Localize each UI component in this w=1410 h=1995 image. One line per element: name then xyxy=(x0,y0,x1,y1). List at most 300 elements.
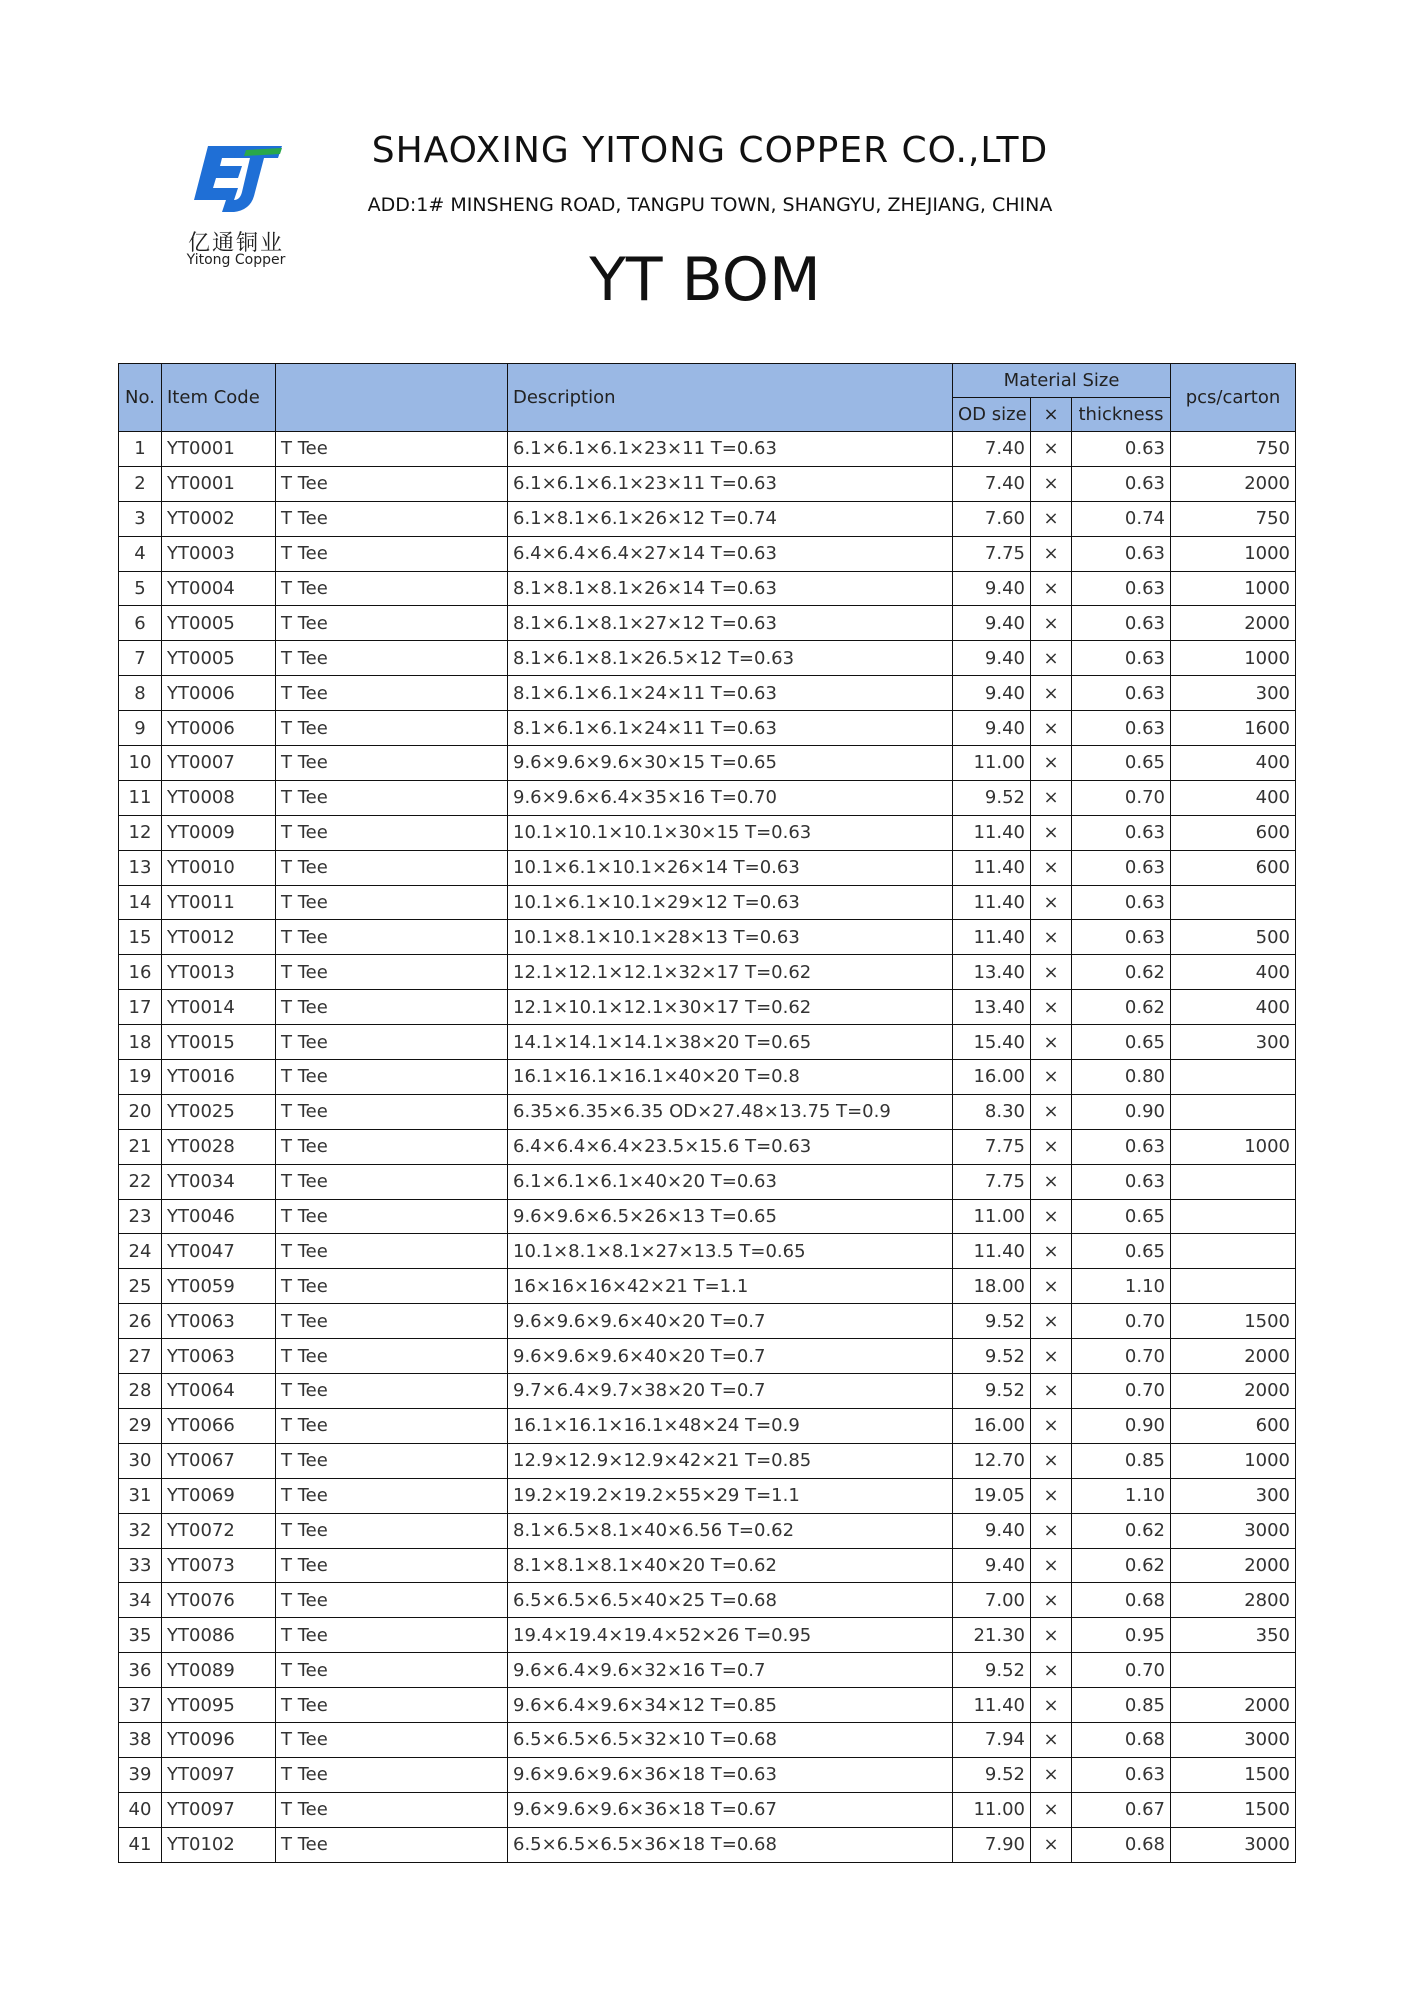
table-row xyxy=(119,815,1296,850)
cell-description: 6.1×6.1×6.1×40×20 T=0.63 xyxy=(508,1164,953,1199)
table-row xyxy=(119,1129,1296,1164)
cell-description: 10.1×6.1×10.1×29×12 T=0.63 xyxy=(508,885,953,920)
cell-x: × xyxy=(1031,885,1072,920)
cell-x: × xyxy=(1031,1094,1072,1129)
cell-description: 6.4×6.4×6.4×27×14 T=0.63 xyxy=(508,536,953,571)
cell-x: × xyxy=(1031,466,1072,501)
table-row xyxy=(119,432,1296,467)
cell-pcs-carton xyxy=(1171,1094,1296,1129)
cell-description: 16.1×16.1×16.1×48×24 T=0.9 xyxy=(508,1408,953,1443)
cell-thickness: 0.63 xyxy=(1072,641,1171,676)
cell-no: 7 xyxy=(119,641,162,676)
cell-od-size: 11.40 xyxy=(953,1688,1031,1723)
cell-no: 36 xyxy=(119,1653,162,1688)
cell-od-size: 21.30 xyxy=(953,1618,1031,1653)
cell-od-size: 7.75 xyxy=(953,1164,1031,1199)
table-row xyxy=(119,1060,1296,1095)
cell-item-code: YT0072 xyxy=(162,1513,276,1548)
cell-description: 9.6×6.4×9.6×32×16 T=0.7 xyxy=(508,1653,953,1688)
cell-no: 12 xyxy=(119,815,162,850)
cell-no: 31 xyxy=(119,1478,162,1513)
cell-thickness: 0.63 xyxy=(1072,676,1171,711)
cell-x: × xyxy=(1031,746,1072,781)
table-row xyxy=(119,1304,1296,1339)
cell-name: T Tee xyxy=(276,501,508,536)
cell-thickness: 0.63 xyxy=(1072,466,1171,501)
cell-od-size: 9.40 xyxy=(953,711,1031,746)
cell-thickness: 0.62 xyxy=(1072,955,1171,990)
table-row xyxy=(119,1339,1296,1374)
cell-x: × xyxy=(1031,1827,1072,1862)
cell-item-code: YT0003 xyxy=(162,536,276,571)
cell-pcs-carton xyxy=(1171,1060,1296,1095)
cell-no: 27 xyxy=(119,1339,162,1374)
cell-item-code: YT0016 xyxy=(162,1060,276,1095)
cell-item-code: YT0005 xyxy=(162,606,276,641)
cell-pcs-carton: 1000 xyxy=(1171,641,1296,676)
cell-item-code: YT0007 xyxy=(162,746,276,781)
table-row xyxy=(119,676,1296,711)
cell-no: 9 xyxy=(119,711,162,746)
cell-pcs-carton: 600 xyxy=(1171,850,1296,885)
cell-item-code: YT0010 xyxy=(162,850,276,885)
table-row xyxy=(119,990,1296,1025)
table-row xyxy=(119,1269,1296,1304)
cell-thickness: 0.70 xyxy=(1072,1339,1171,1374)
cell-item-code: YT0102 xyxy=(162,1827,276,1862)
cell-description: 9.7×6.4×9.7×38×20 T=0.7 xyxy=(508,1374,953,1409)
cell-pcs-carton: 300 xyxy=(1171,1025,1296,1060)
cell-pcs-carton: 2000 xyxy=(1171,1548,1296,1583)
table-row xyxy=(119,1478,1296,1513)
cell-thickness: 0.70 xyxy=(1072,1304,1171,1339)
cell-name: T Tee xyxy=(276,1374,508,1409)
cell-item-code: YT0059 xyxy=(162,1269,276,1304)
cell-no: 32 xyxy=(119,1513,162,1548)
cell-x: × xyxy=(1031,676,1072,711)
cell-description: 9.6×9.6×9.6×36×18 T=0.63 xyxy=(508,1757,953,1792)
cell-description: 12.9×12.9×12.9×42×21 T=0.85 xyxy=(508,1443,953,1478)
cell-x: × xyxy=(1031,1374,1072,1409)
cell-x: × xyxy=(1031,1513,1072,1548)
cell-pcs-carton xyxy=(1171,885,1296,920)
cell-name: T Tee xyxy=(276,1094,508,1129)
cell-od-size: 7.90 xyxy=(953,1827,1031,1862)
cell-name: T Tee xyxy=(276,1443,508,1478)
table-row xyxy=(119,641,1296,676)
cell-no: 16 xyxy=(119,955,162,990)
cell-no: 24 xyxy=(119,1234,162,1269)
cell-thickness: 0.63 xyxy=(1072,1164,1171,1199)
table-row xyxy=(119,955,1296,990)
table-row xyxy=(119,1827,1296,1862)
cell-pcs-carton: 400 xyxy=(1171,746,1296,781)
cell-thickness: 0.63 xyxy=(1072,1757,1171,1792)
cell-name: T Tee xyxy=(276,1583,508,1618)
cell-description: 8.1×6.1×6.1×24×11 T=0.63 xyxy=(508,676,953,711)
table-body xyxy=(119,432,1296,1863)
cell-no: 41 xyxy=(119,1827,162,1862)
cell-od-size: 9.52 xyxy=(953,780,1031,815)
cell-description: 8.1×6.1×6.1×24×11 T=0.63 xyxy=(508,711,953,746)
table-row xyxy=(119,1408,1296,1443)
cell-pcs-carton: 3000 xyxy=(1171,1513,1296,1548)
cell-no: 14 xyxy=(119,885,162,920)
cell-x: × xyxy=(1031,1583,1072,1618)
cell-x: × xyxy=(1031,1653,1072,1688)
cell-name: T Tee xyxy=(276,955,508,990)
cell-description: 6.5×6.5×6.5×32×10 T=0.68 xyxy=(508,1722,953,1757)
cell-name: T Tee xyxy=(276,780,508,815)
cell-name: T Tee xyxy=(276,676,508,711)
cell-name: T Tee xyxy=(276,1408,508,1443)
cell-thickness: 0.63 xyxy=(1072,885,1171,920)
cell-no: 10 xyxy=(119,746,162,781)
cell-description: 10.1×6.1×10.1×26×14 T=0.63 xyxy=(508,850,953,885)
cell-thickness: 0.65 xyxy=(1072,1234,1171,1269)
header-pcs-carton: pcs/carton xyxy=(1171,364,1296,432)
table-row xyxy=(119,1025,1296,1060)
cell-od-size: 7.94 xyxy=(953,1722,1031,1757)
cell-item-code: YT0002 xyxy=(162,501,276,536)
cell-thickness: 0.68 xyxy=(1072,1827,1171,1862)
cell-name: T Tee xyxy=(276,1199,508,1234)
cell-name: T Tee xyxy=(276,466,508,501)
cell-pcs-carton: 400 xyxy=(1171,780,1296,815)
cell-name: T Tee xyxy=(276,1757,508,1792)
cell-od-size: 7.75 xyxy=(953,536,1031,571)
cell-pcs-carton: 350 xyxy=(1171,1618,1296,1653)
cell-pcs-carton: 1000 xyxy=(1171,1443,1296,1478)
cell-pcs-carton: 1000 xyxy=(1171,571,1296,606)
cell-description: 12.1×12.1×12.1×32×17 T=0.62 xyxy=(508,955,953,990)
cell-item-code: YT0025 xyxy=(162,1094,276,1129)
cell-name: T Tee xyxy=(276,1129,508,1164)
cell-od-size: 7.40 xyxy=(953,466,1031,501)
header-item-code: Item Code xyxy=(162,364,276,432)
cell-name: T Tee xyxy=(276,1269,508,1304)
cell-description: 9.6×9.6×6.4×35×16 T=0.70 xyxy=(508,780,953,815)
cell-item-code: YT0015 xyxy=(162,1025,276,1060)
cell-no: 35 xyxy=(119,1618,162,1653)
cell-pcs-carton: 400 xyxy=(1171,990,1296,1025)
cell-thickness: 0.62 xyxy=(1072,1513,1171,1548)
cell-od-size: 8.30 xyxy=(953,1094,1031,1129)
cell-od-size: 9.52 xyxy=(953,1304,1031,1339)
cell-no: 17 xyxy=(119,990,162,1025)
cell-name: T Tee xyxy=(276,1304,508,1339)
cell-description: 6.1×8.1×6.1×26×12 T=0.74 xyxy=(508,501,953,536)
cell-x: × xyxy=(1031,955,1072,990)
header-description: Description xyxy=(508,364,953,432)
cell-name: T Tee xyxy=(276,1653,508,1688)
cell-description: 6.4×6.4×6.4×23.5×15.6 T=0.63 xyxy=(508,1129,953,1164)
cell-x: × xyxy=(1031,606,1072,641)
cell-pcs-carton: 2000 xyxy=(1171,1339,1296,1374)
cell-thickness: 0.65 xyxy=(1072,746,1171,781)
cell-thickness: 1.10 xyxy=(1072,1269,1171,1304)
cell-description: 9.6×9.6×9.6×36×18 T=0.67 xyxy=(508,1792,953,1827)
table-row xyxy=(119,1757,1296,1792)
cell-no: 21 xyxy=(119,1129,162,1164)
table-row xyxy=(119,780,1296,815)
cell-description: 10.1×10.1×10.1×30×15 T=0.63 xyxy=(508,815,953,850)
document-header xyxy=(0,0,1410,360)
cell-no: 38 xyxy=(119,1722,162,1757)
cell-item-code: YT0086 xyxy=(162,1618,276,1653)
cell-x: × xyxy=(1031,1688,1072,1723)
cell-x: × xyxy=(1031,1025,1072,1060)
cell-x: × xyxy=(1031,1164,1072,1199)
cell-no: 13 xyxy=(119,850,162,885)
logo-chinese-text: 亿通铜业 xyxy=(187,231,284,256)
cell-item-code: YT0011 xyxy=(162,885,276,920)
cell-name: T Tee xyxy=(276,990,508,1025)
cell-x: × xyxy=(1031,571,1072,606)
header-no: No. xyxy=(119,364,162,432)
table-row xyxy=(119,466,1296,501)
cell-description: 8.1×8.1×8.1×26×14 T=0.63 xyxy=(508,571,953,606)
cell-description: 6.35×6.35×6.35 OD×27.48×13.75 T=0.9 xyxy=(508,1094,953,1129)
cell-item-code: YT0097 xyxy=(162,1757,276,1792)
cell-name: T Tee xyxy=(276,1513,508,1548)
cell-thickness: 0.63 xyxy=(1072,536,1171,571)
table-row xyxy=(119,1513,1296,1548)
cell-x: × xyxy=(1031,990,1072,1025)
cell-description: 6.1×6.1×6.1×23×11 T=0.63 xyxy=(508,432,953,467)
cell-pcs-carton: 2000 xyxy=(1171,1374,1296,1409)
cell-name: T Tee xyxy=(276,432,508,467)
cell-x: × xyxy=(1031,1304,1072,1339)
cell-description: 19.2×19.2×19.2×55×29 T=1.1 xyxy=(508,1478,953,1513)
table-row xyxy=(119,1443,1296,1478)
cell-thickness: 0.63 xyxy=(1072,815,1171,850)
cell-x: × xyxy=(1031,1478,1072,1513)
cell-od-size: 9.40 xyxy=(953,1513,1031,1548)
cell-item-code: YT0004 xyxy=(162,571,276,606)
table-row xyxy=(119,1722,1296,1757)
header-material-size: Material Size xyxy=(953,364,1171,398)
cell-od-size: 11.00 xyxy=(953,746,1031,781)
yitong-logo-icon xyxy=(186,140,286,218)
cell-od-size: 9.52 xyxy=(953,1374,1031,1409)
cell-description: 16.1×16.1×16.1×40×20 T=0.8 xyxy=(508,1060,953,1095)
cell-x: × xyxy=(1031,815,1072,850)
cell-description: 8.1×6.5×8.1×40×6.56 T=0.62 xyxy=(508,1513,953,1548)
cell-description: 8.1×8.1×8.1×40×20 T=0.62 xyxy=(508,1548,953,1583)
cell-name: T Tee xyxy=(276,711,508,746)
cell-name: T Tee xyxy=(276,1688,508,1723)
cell-item-code: YT0001 xyxy=(162,466,276,501)
cell-no: 5 xyxy=(119,571,162,606)
cell-thickness: 0.63 xyxy=(1072,606,1171,641)
table-row xyxy=(119,746,1296,781)
cell-no: 19 xyxy=(119,1060,162,1095)
cell-no: 33 xyxy=(119,1548,162,1583)
cell-od-size: 16.00 xyxy=(953,1408,1031,1443)
cell-thickness: 0.90 xyxy=(1072,1408,1171,1443)
cell-no: 15 xyxy=(119,920,162,955)
cell-pcs-carton: 1000 xyxy=(1171,1129,1296,1164)
cell-od-size: 9.40 xyxy=(953,606,1031,641)
cell-name: T Tee xyxy=(276,1478,508,1513)
cell-thickness: 0.65 xyxy=(1072,1025,1171,1060)
cell-item-code: YT0001 xyxy=(162,432,276,467)
company-name: SHAOXING YITONG COPPER CO.,LTD xyxy=(371,130,1049,171)
cell-od-size: 18.00 xyxy=(953,1269,1031,1304)
cell-item-code: YT0014 xyxy=(162,990,276,1025)
cell-x: × xyxy=(1031,1129,1072,1164)
cell-od-size: 7.00 xyxy=(953,1583,1031,1618)
cell-od-size: 13.40 xyxy=(953,990,1031,1025)
cell-pcs-carton: 300 xyxy=(1171,676,1296,711)
cell-od-size: 11.40 xyxy=(953,850,1031,885)
cell-description: 9.6×9.6×9.6×40×20 T=0.7 xyxy=(508,1339,953,1374)
table-row xyxy=(119,536,1296,571)
cell-od-size: 11.40 xyxy=(953,920,1031,955)
table-row xyxy=(119,1094,1296,1129)
cell-description: 8.1×6.1×8.1×26.5×12 T=0.63 xyxy=(508,641,953,676)
cell-pcs-carton: 1500 xyxy=(1171,1757,1296,1792)
cell-pcs-carton: 3000 xyxy=(1171,1722,1296,1757)
cell-name: T Tee xyxy=(276,1722,508,1757)
table-row xyxy=(119,1374,1296,1409)
cell-name: T Tee xyxy=(276,641,508,676)
cell-thickness: 0.95 xyxy=(1072,1618,1171,1653)
cell-pcs-carton: 300 xyxy=(1171,1478,1296,1513)
cell-item-code: YT0005 xyxy=(162,641,276,676)
cell-od-size: 15.40 xyxy=(953,1025,1031,1060)
cell-x: × xyxy=(1031,1722,1072,1757)
cell-no: 22 xyxy=(119,1164,162,1199)
cell-no: 25 xyxy=(119,1269,162,1304)
cell-description: 9.6×6.4×9.6×34×12 T=0.85 xyxy=(508,1688,953,1723)
cell-od-size: 9.52 xyxy=(953,1757,1031,1792)
cell-pcs-carton: 1000 xyxy=(1171,536,1296,571)
cell-description: 9.6×9.6×9.6×30×15 T=0.65 xyxy=(508,746,953,781)
cell-description: 14.1×14.1×14.1×38×20 T=0.65 xyxy=(508,1025,953,1060)
cell-thickness: 0.90 xyxy=(1072,1094,1171,1129)
cell-od-size: 11.40 xyxy=(953,815,1031,850)
cell-item-code: YT0047 xyxy=(162,1234,276,1269)
cell-description: 6.5×6.5×6.5×40×25 T=0.68 xyxy=(508,1583,953,1618)
table-row xyxy=(119,1234,1296,1269)
cell-x: × xyxy=(1031,432,1072,467)
cell-description: 10.1×8.1×8.1×27×13.5 T=0.65 xyxy=(508,1234,953,1269)
cell-od-size: 12.70 xyxy=(953,1443,1031,1478)
cell-item-code: YT0034 xyxy=(162,1164,276,1199)
cell-pcs-carton: 600 xyxy=(1171,815,1296,850)
cell-thickness: 0.70 xyxy=(1072,780,1171,815)
company-address: ADD:1# MINSHENG ROAD, TANGPU TOWN, SHANGYU, ZHEJIANG, CHINA xyxy=(367,194,1053,216)
cell-description: 16×16×16×42×21 T=1.1 xyxy=(508,1269,953,1304)
table-row xyxy=(119,1583,1296,1618)
cell-no: 40 xyxy=(119,1792,162,1827)
cell-thickness: 0.80 xyxy=(1072,1060,1171,1095)
cell-no: 6 xyxy=(119,606,162,641)
cell-item-code: YT0006 xyxy=(162,711,276,746)
cell-pcs-carton: 500 xyxy=(1171,920,1296,955)
cell-item-code: YT0089 xyxy=(162,1653,276,1688)
cell-no: 3 xyxy=(119,501,162,536)
cell-no: 1 xyxy=(119,432,162,467)
cell-description: 9.6×9.6×9.6×40×20 T=0.7 xyxy=(508,1304,953,1339)
cell-thickness: 0.63 xyxy=(1072,571,1171,606)
header-name xyxy=(276,364,508,432)
table-row xyxy=(119,1164,1296,1199)
cell-thickness: 0.70 xyxy=(1072,1653,1171,1688)
cell-thickness: 0.68 xyxy=(1072,1722,1171,1757)
cell-pcs-carton: 2000 xyxy=(1171,466,1296,501)
cell-name: T Tee xyxy=(276,536,508,571)
cell-description: 19.4×19.4×19.4×52×26 T=0.95 xyxy=(508,1618,953,1653)
cell-x: × xyxy=(1031,780,1072,815)
cell-name: T Tee xyxy=(276,850,508,885)
cell-item-code: YT0028 xyxy=(162,1129,276,1164)
cell-x: × xyxy=(1031,1408,1072,1443)
cell-od-size: 11.00 xyxy=(953,1199,1031,1234)
cell-name: T Tee xyxy=(276,606,508,641)
cell-od-size: 9.52 xyxy=(953,1339,1031,1374)
cell-item-code: YT0069 xyxy=(162,1478,276,1513)
cell-name: T Tee xyxy=(276,1827,508,1862)
cell-od-size: 11.40 xyxy=(953,1234,1031,1269)
cell-no: 2 xyxy=(119,466,162,501)
cell-item-code: YT0067 xyxy=(162,1443,276,1478)
cell-name: T Tee xyxy=(276,885,508,920)
cell-description: 9.6×9.6×6.5×26×13 T=0.65 xyxy=(508,1199,953,1234)
cell-item-code: YT0009 xyxy=(162,815,276,850)
cell-od-size: 9.40 xyxy=(953,1548,1031,1583)
cell-od-size: 13.40 xyxy=(953,955,1031,990)
cell-x: × xyxy=(1031,1757,1072,1792)
cell-no: 20 xyxy=(119,1094,162,1129)
table-row xyxy=(119,920,1296,955)
cell-description: 10.1×8.1×10.1×28×13 T=0.63 xyxy=(508,920,953,955)
cell-x: × xyxy=(1031,1199,1072,1234)
cell-no: 4 xyxy=(119,536,162,571)
cell-x: × xyxy=(1031,641,1072,676)
table-row xyxy=(119,1199,1296,1234)
cell-pcs-carton: 2000 xyxy=(1171,1688,1296,1723)
cell-thickness: 0.67 xyxy=(1072,1792,1171,1827)
cell-item-code: YT0063 xyxy=(162,1304,276,1339)
cell-item-code: YT0008 xyxy=(162,780,276,815)
table-row xyxy=(119,1792,1296,1827)
table-row xyxy=(119,1618,1296,1653)
cell-pcs-carton: 3000 xyxy=(1171,1827,1296,1862)
cell-pcs-carton: 400 xyxy=(1171,955,1296,990)
cell-item-code: YT0076 xyxy=(162,1583,276,1618)
cell-pcs-carton xyxy=(1171,1199,1296,1234)
table-row xyxy=(119,850,1296,885)
cell-od-size: 7.75 xyxy=(953,1129,1031,1164)
cell-description: 8.1×6.1×8.1×27×12 T=0.63 xyxy=(508,606,953,641)
cell-no: 11 xyxy=(119,780,162,815)
cell-item-code: YT0066 xyxy=(162,1408,276,1443)
cell-name: T Tee xyxy=(276,815,508,850)
cell-od-size: 9.52 xyxy=(953,1653,1031,1688)
cell-name: T Tee xyxy=(276,1339,508,1374)
cell-thickness: 0.68 xyxy=(1072,1583,1171,1618)
cell-thickness: 1.10 xyxy=(1072,1478,1171,1513)
cell-pcs-carton: 2000 xyxy=(1171,606,1296,641)
cell-x: × xyxy=(1031,1443,1072,1478)
cell-x: × xyxy=(1031,501,1072,536)
cell-thickness: 0.85 xyxy=(1072,1688,1171,1723)
cell-od-size: 11.00 xyxy=(953,1792,1031,1827)
header-thickness: thickness xyxy=(1072,398,1171,432)
